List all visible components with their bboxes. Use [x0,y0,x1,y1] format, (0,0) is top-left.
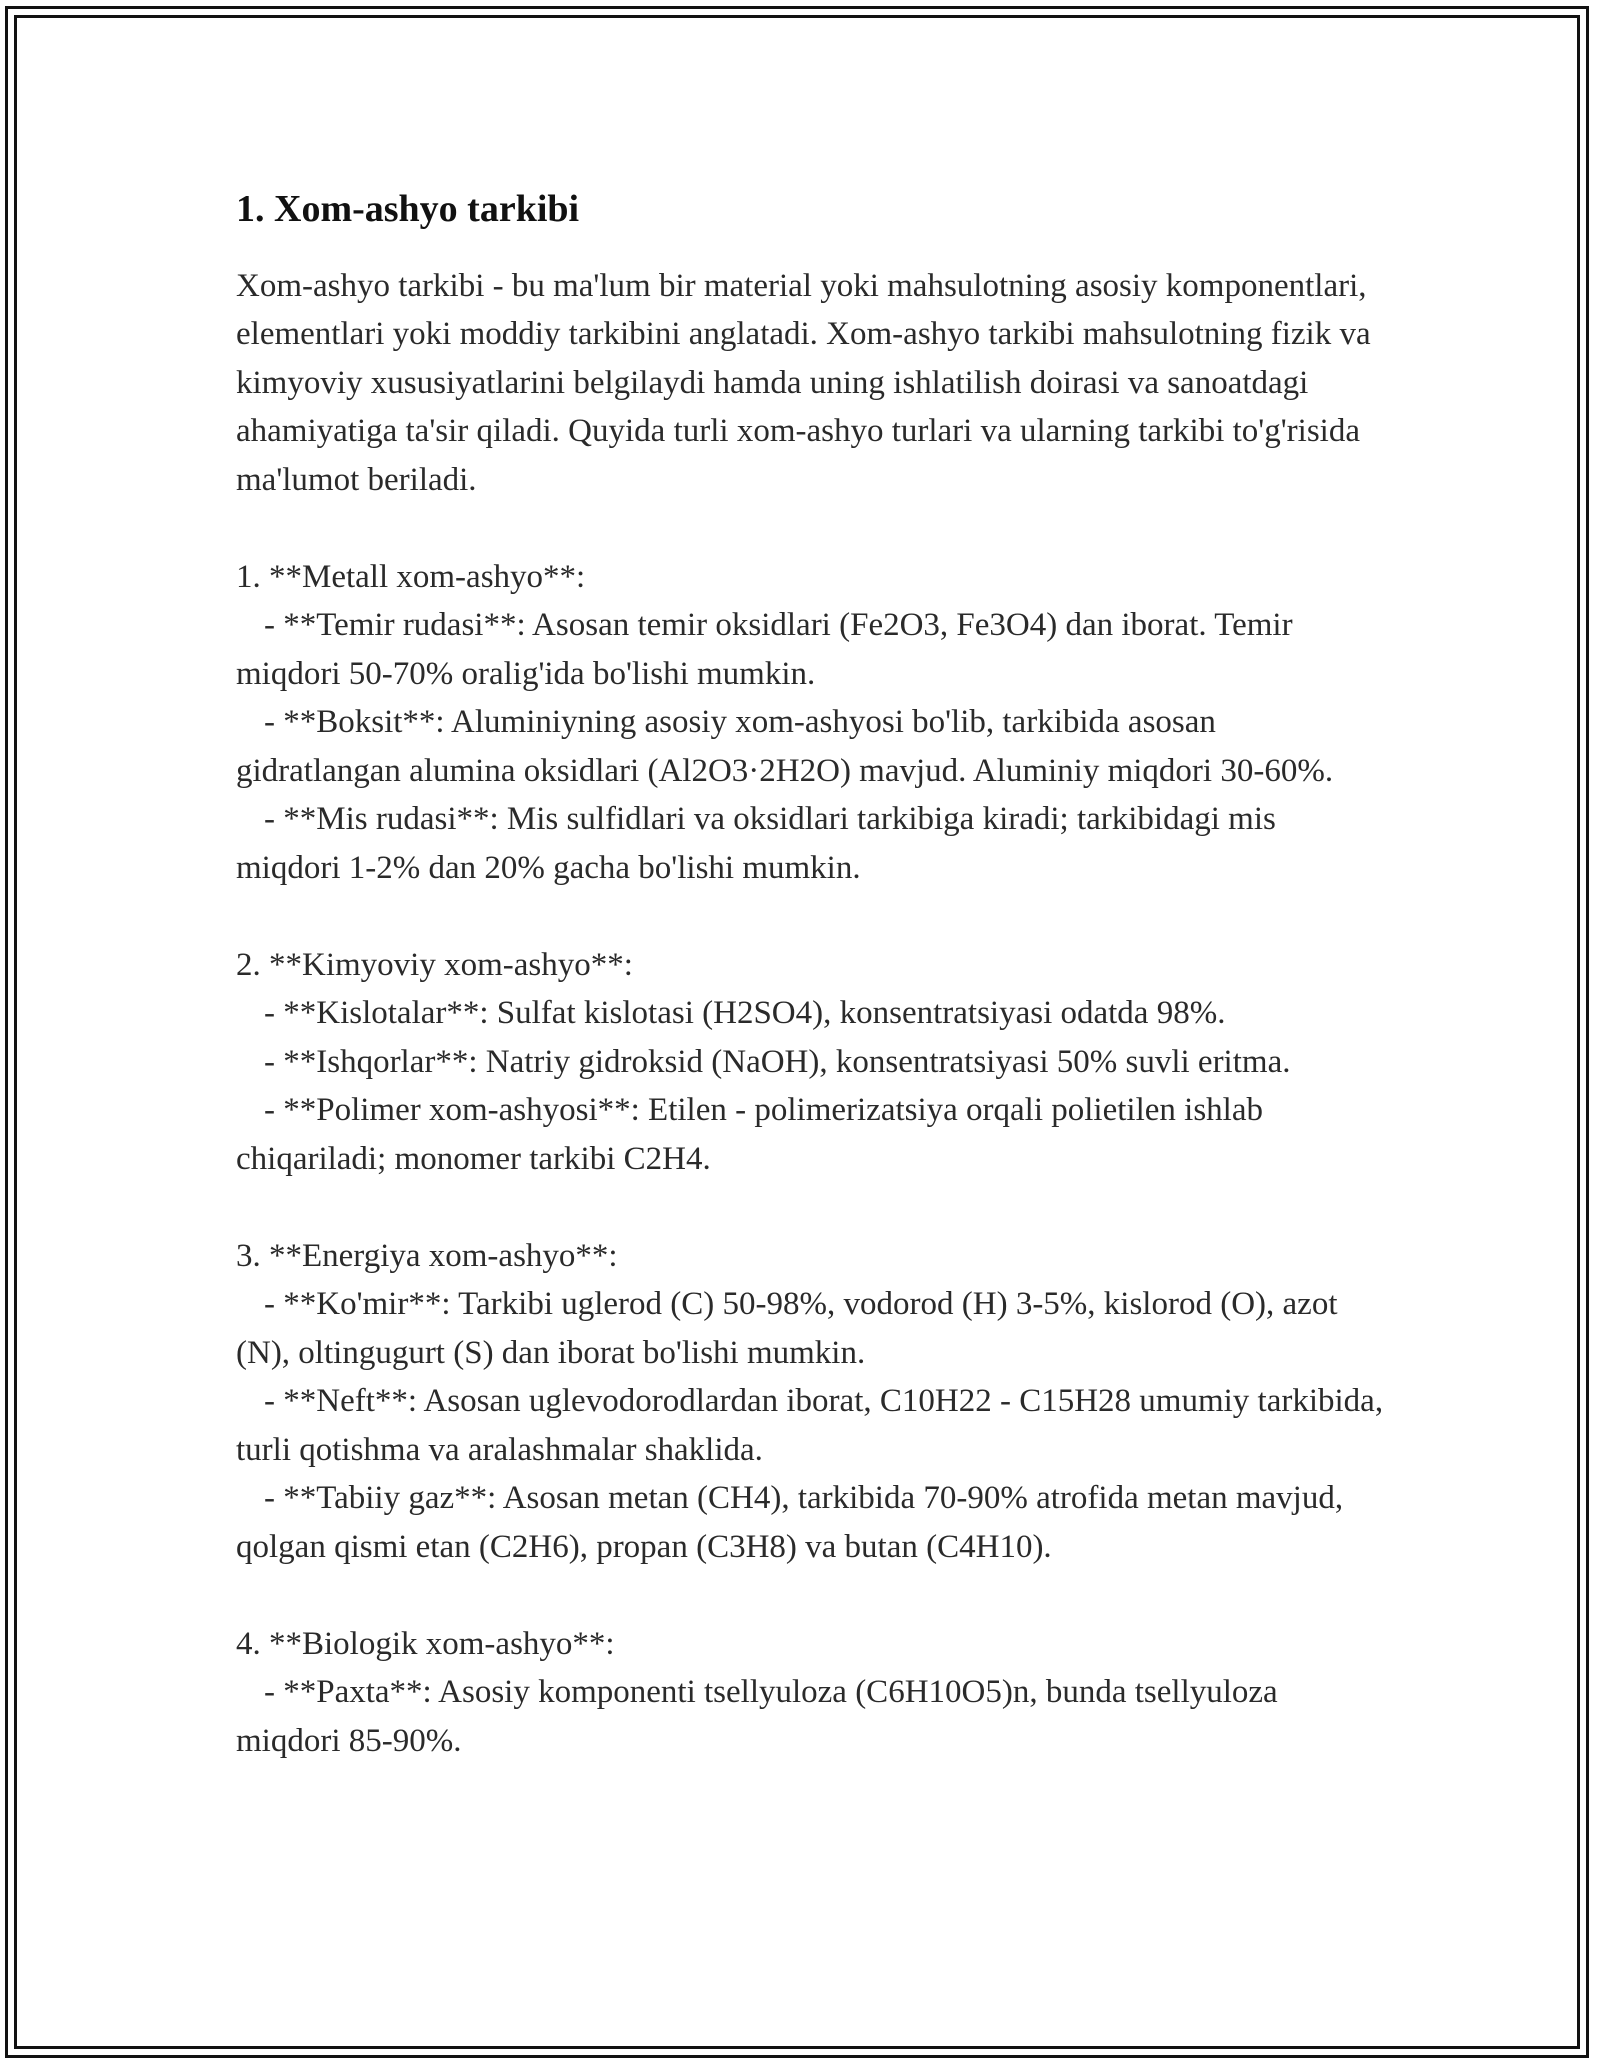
section-energiya [236,1232,1392,1572]
section-kimyoviy [236,941,1386,1184]
sections-list [236,553,1392,1766]
list-item: - **Temir rudasi**: Asosan temir oksidlari (Fe2O3, Fe3O4) dan iborat. Temir miqdori 50-70% oralig'ida bo'lishi mumkin. [236,607,1301,692]
document-body [236,186,1392,1814]
page-title: 1. Xom-ashyo tarkibi [236,188,580,230]
section-heading: 3. **Energiya xom-ashyo**: [236,1237,618,1274]
list-item: - **Ko'mir**: Tarkibi uglerod (C) 50-98%, vodorod (H) 3-5%, kislorod (O), azot (N), oltingugurt (S) dan iborat bo'lishi mumkin. [236,1286,1346,1371]
list-item: - **Neft**: Asosan uglevodorodlardan iborat, C10H22 - C15H28 umumiy tarkibida, turli qotishma va aralashmalar shaklida. [236,1383,1392,1468]
intro-paragraph: Xom-ashyo tarkibi - bu ma'lum bir material yoki mahsulotning asosiy komponentlari, elementlari yoki moddiy tarkibini anglatadi. Xom-ashyo tarkibi mahsulotning fizik va kimyoviy xususiyatlarini belgilaydi hamda uning ishlatilish doirasi va sanoatdagi ahamiyatiga ta'sir qiladi. Quyida turli xom-ashyo turlari va ularning tarkibi to'g'risida ma'lumot beriladi. [236,267,1371,498]
list-item: - **Boksit**: Aluminiyning asosiy xom-ashyosi bo'lib, tarkibida asosan gidratlangan alumina oksidlari (Al2O3·2H2O) mavjud. Aluminiy miqdori 30-60%. [236,704,1334,789]
section-biologik [236,1620,1386,1766]
list-item: - **Polimer xom-ashyosi**: Etilen - polimerizatsiya orqali polietilen ishlab chiqariladi; monomer tarkibi C2H4. [236,1092,1272,1177]
section-heading: 2. **Kimyoviy xom-ashyo**: [236,946,633,983]
list-item: - **Ishqorlar**: Natriy gidroksid (NaOH), konsentratsiyasi 50% suvli eritma. [264,1043,1291,1080]
section-metall [236,553,1386,893]
list-item: - **Paxta**: Asosiy komponenti tsellyuloza (C6H10O5)n, bunda tsellyuloza miqdori 85-90%. [236,1674,1286,1759]
list-item: - **Kislotalar**: Sulfat kislotasi (H2SO4), konsentratsiyasi odatda 98%. [264,995,1226,1031]
section-heading: 1. **Metall xom-ashyo**: [236,558,586,595]
list-item: - **Mis rudasi**: Mis sulfidlari va oksidlari tarkibiga kiradi; tarkibidagi mis miqdori 1-2% dan 20% gacha bo'lishi mumkin. [236,801,1285,886]
list-item: - **Tabiiy gaz**: Asosan metan (CH4), tarkibida 70-90% atrofida metan mavjud, qolgan qismi etan (C2H6), propan (C3H8) va butan (C4H10). [236,1480,1352,1565]
section-heading: 4. **Biologik xom-ashyo**: [236,1625,615,1662]
